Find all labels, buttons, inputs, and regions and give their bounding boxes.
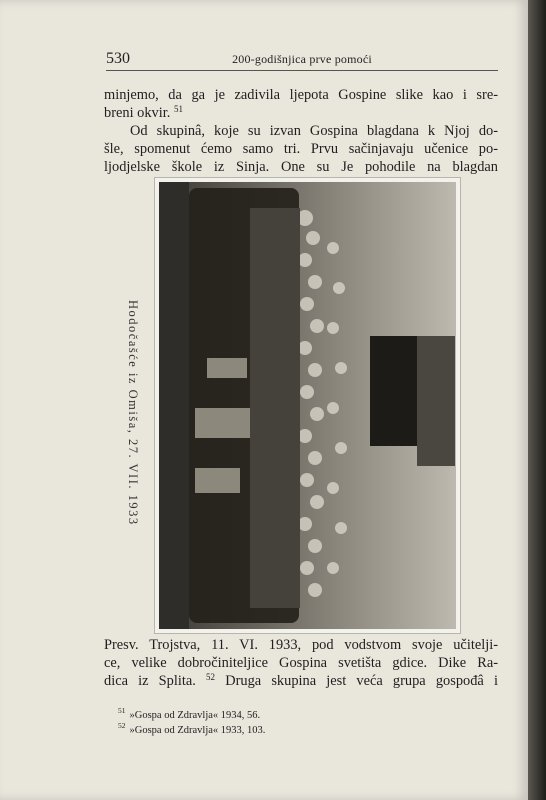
footnote	[118, 708, 498, 723]
group-photo	[154, 177, 461, 634]
text-line: Presv. Trojstva, 11. VI. 1933, pod vodstvom svoje učitelji-	[104, 637, 498, 653]
text-fragment: dica iz Splita.	[104, 673, 196, 689]
photo-caption-box	[120, 300, 144, 526]
footnote-text: »Gospa od Zdravlja« 1933, 103.	[129, 725, 266, 736]
text-line: ljodjelske škole iz Sinja. One su Je pohodile na blagdan	[104, 159, 498, 175]
footnote-text: »Gospa od Zdravlja« 1934, 56.	[129, 710, 261, 721]
text-line: Od skupinâ, koje su izvan Gospina blagdana k Njoj do-	[130, 123, 498, 139]
book-spine	[528, 0, 546, 800]
text-line	[104, 104, 498, 122]
page-number: 530	[106, 50, 130, 67]
top-paragraph	[104, 86, 498, 176]
text-line	[104, 672, 498, 690]
text-fragment: Druga skupina jest veća grupa gospođâ i	[225, 673, 498, 689]
footnote-ref: 52	[206, 672, 216, 682]
footnote-ref: 51	[173, 104, 183, 114]
group-photo-image	[155, 178, 460, 633]
running-head: 200-godišnjica prve pomoći	[232, 52, 372, 66]
bottom-paragraph	[104, 636, 498, 690]
page-header	[106, 48, 498, 71]
text-fragment: breni okvir.	[104, 105, 171, 121]
footnote-number: 52	[118, 721, 126, 730]
footnote-number: 51	[118, 706, 126, 715]
photo-caption: Hodočašće iz Omiša, 27. VII. 1933	[126, 300, 140, 526]
text-line: ce, velike dobročiniteljice Gospina svetišta gdice. Dike Ra-	[104, 655, 498, 671]
text-line: minjemo, da ga je zadivila ljepota Gospine slike kao i sre-	[104, 87, 498, 103]
footnote	[118, 723, 498, 738]
text-line: šle, spomenut ćemo samo tri. Prvu sačinjavaju učenice po-	[104, 141, 498, 157]
footnotes	[118, 708, 498, 738]
